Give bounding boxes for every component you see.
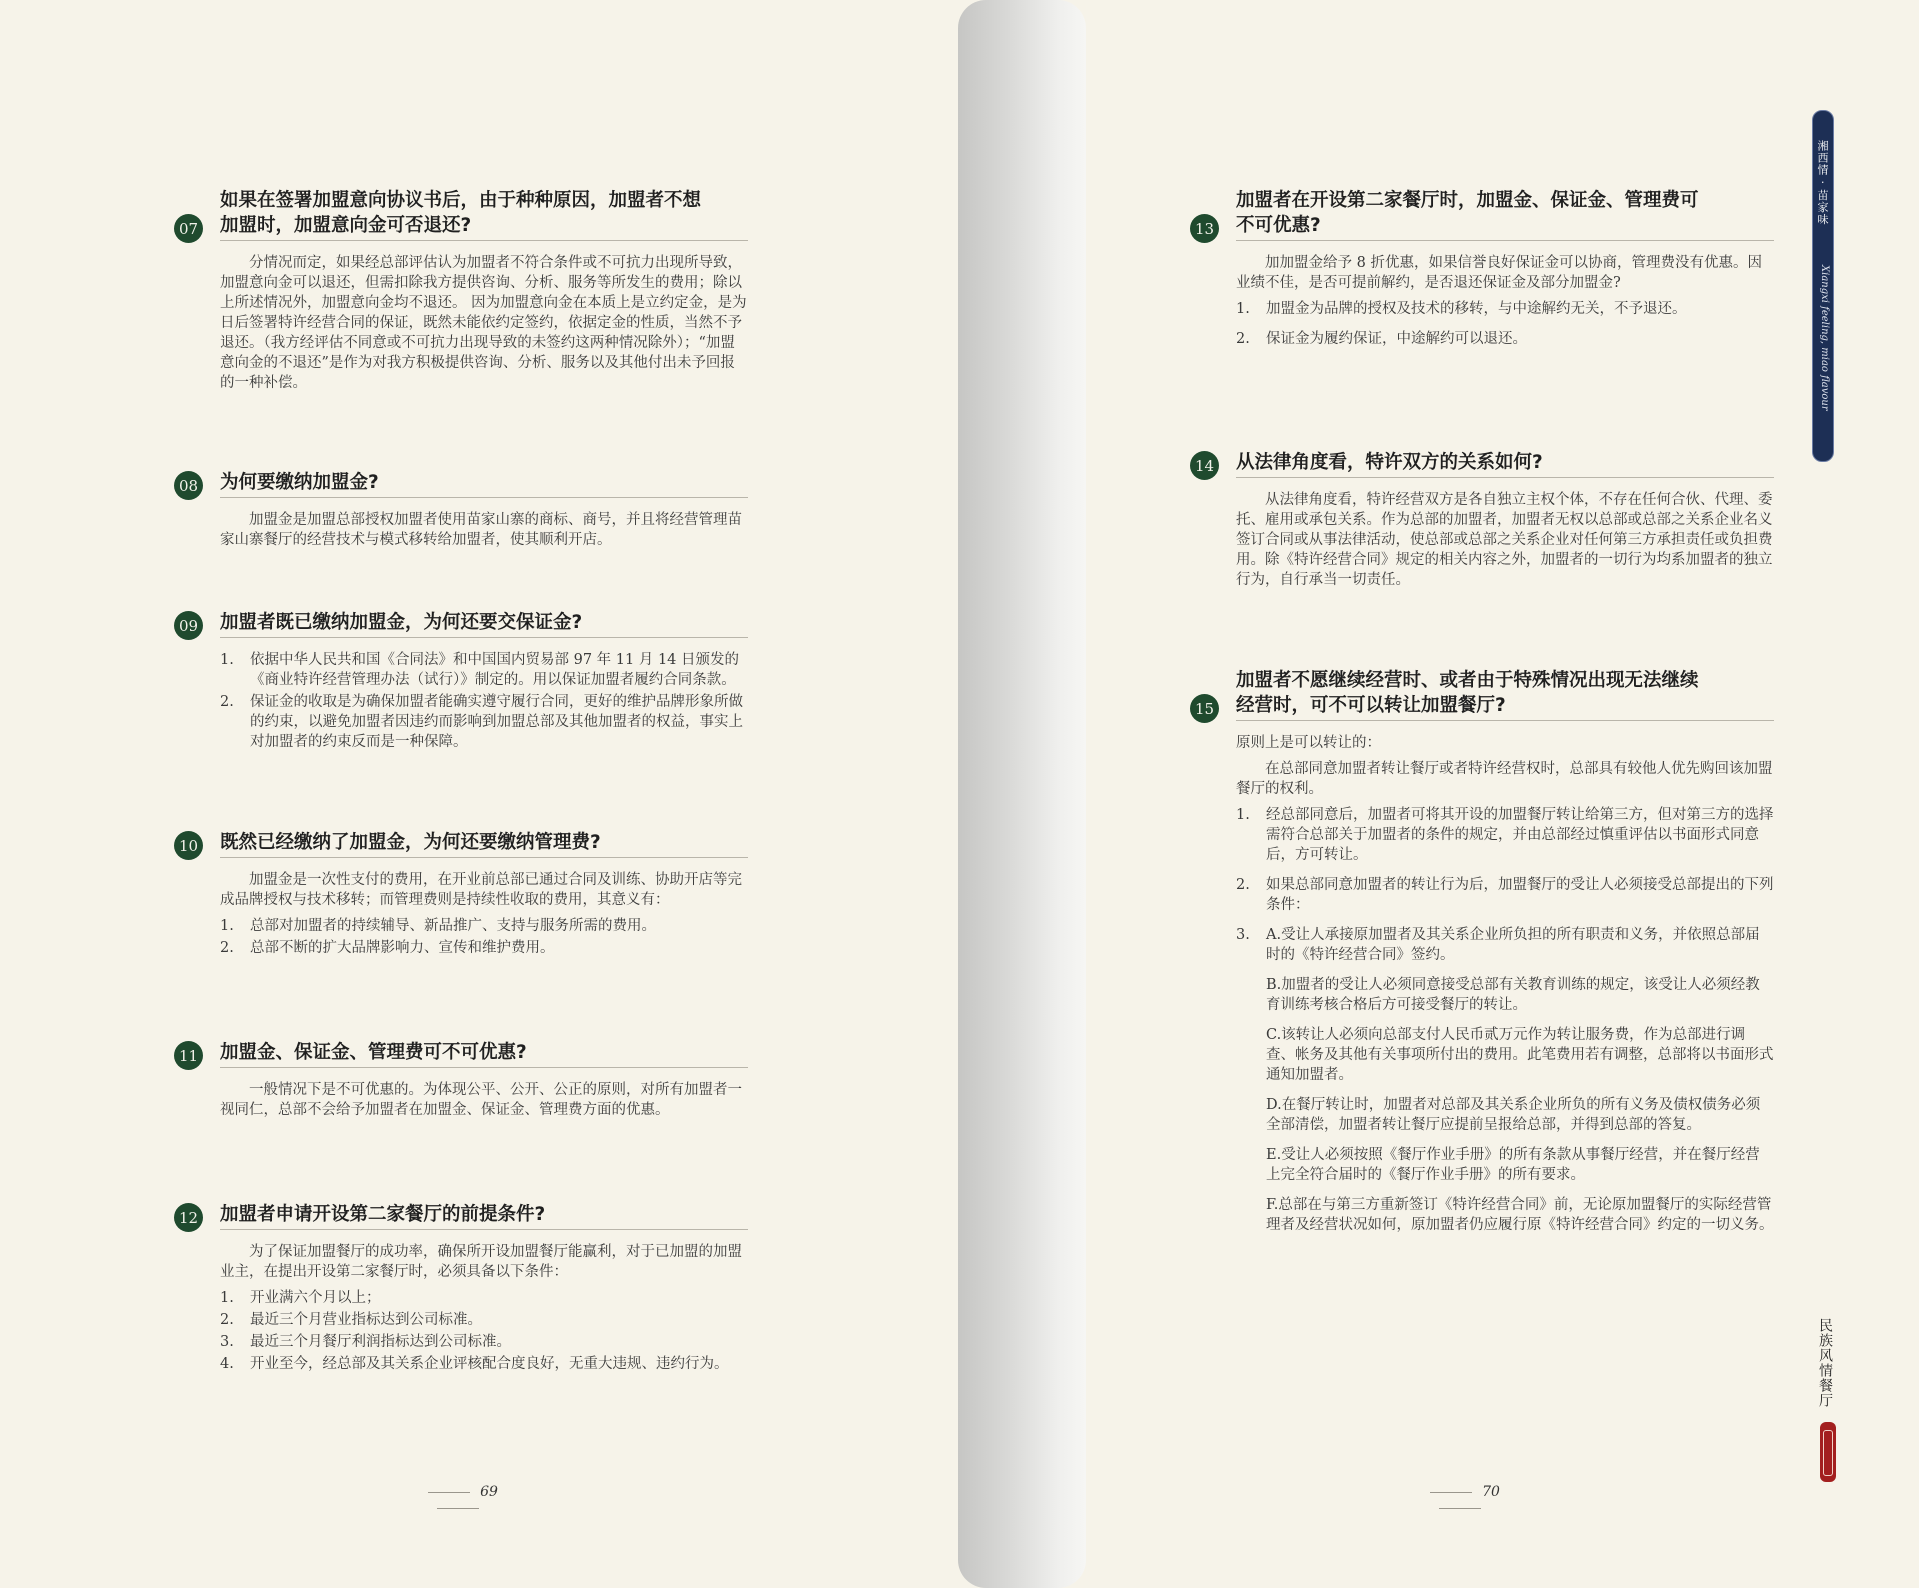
sub-condition: F.总部在与第三方重新签订《特许经营合同》前，无论原加盟餐厅的实际经营管理者及经营状况如何，原加盟者仍应履行原《特许经营合同》约定的一切义务。 (1266, 1197, 1774, 1233)
answer-list (1236, 805, 1774, 965)
question-header (1190, 188, 1774, 241)
right-page (1080, 0, 1919, 1588)
answer-paragraph: 从法律角度看，特许经营双方是各自独立主权个体，不存在任何合伙、代理、委托、雇用或承包关系。作为总部的加盟者，加盟者无权以总部或总部之关系企业名义签订合同或从事法律活动，使总部或总部之关系企业对任何第三方承担责任或负担费用。除《特许经营合同》规定的相关内容之外，加盟者的一切行为均系加盟者的独立行为，自行承当一切责任。 (1236, 492, 1773, 588)
qa-12 (174, 1202, 748, 1376)
question-number: 13 (1190, 214, 1219, 243)
answer-body (174, 870, 748, 958)
list-item: 2. 总部不断的扩大品牌影响力、宣传和维护费用。 (220, 940, 555, 956)
list-item: 2. 保证金为履约保证，中途解约可以退还。 (1236, 331, 1527, 347)
list-item: 4. 开业至今，经总部及其关系企业评核配合度良好，无重大违规、违约行为。 (220, 1356, 729, 1372)
question-number: 15 (1190, 694, 1219, 723)
question-title: 既然已经缴纳了加盟金，为何还要缴纳管理费? (220, 830, 748, 858)
list-item: 1. 经总部同意后，加盟者可将其开设的加盟餐厅转让给第三方，但对第三方的选择需符合总部关于加盟者的条件的规定，并由总部经过慎重评估以书面形式同意后，方可转让。 (1236, 807, 1774, 863)
question-title: 加盟者不愿继续经营时、或者由于特殊情况出现无法继续 经营时，可不可以转让加盟餐厅? (1236, 668, 1774, 721)
question-header (174, 830, 748, 858)
list-item: 2. 如果总部同意加盟者的转让行为后，加盟餐厅的受让人必须接受总部提出的下列条件： (1236, 877, 1774, 913)
answer-paragraph: 在总部同意加盟者转让餐厅或者特许经营权时，总部具有较他人优先购回该加盟餐厅的权利。 (1236, 761, 1773, 797)
question-number: 11 (174, 1041, 203, 1070)
list-item: 1. 总部对加盟者的持续辅导、新品推广、支持与服务所需的费用。 (220, 918, 656, 934)
side-tab-title: 湘西情 · 苗家味 (1816, 140, 1829, 226)
question-header (174, 610, 748, 638)
side-tab-english: Xiangxi feeling, miao flavour (1819, 265, 1830, 411)
answer-body (174, 253, 748, 393)
answer-body (174, 650, 748, 752)
list-item: 1. 依据中华人民共和国《合同法》和中国国内贸易部 97 年 11 月 14 日颁发的《商业特许经营管理办法（试行）》制定的。用以保证加盟者履约合同条款。 (220, 652, 740, 688)
question-number: 10 (174, 831, 203, 860)
answer-body (1190, 490, 1774, 590)
qa-15 (1190, 668, 1774, 1245)
answer-paragraph: 为了保证加盟餐厅的成功率，确保所开设加盟餐厅能赢利，对于已加盟的加盟业主，在提出开设第二家餐厅时，必须具备以下条件： (220, 1244, 742, 1280)
qa-13 (1190, 188, 1774, 359)
question-number: 12 (174, 1203, 203, 1232)
question-number: 09 (174, 611, 203, 640)
answer-list (220, 650, 748, 752)
answer-paragraph: 加盟金是一次性支付的费用，在开业前总部已通过合同及训练、协助开店等完成品牌授权与技术移转；而管理费则是持续性收取的费用，其意义有： (220, 872, 742, 908)
answer-lead: 原则上是可以转让的： (1236, 735, 1381, 751)
sub-condition: D.在餐厅转让时，加盟者对总部及其关系企业所负的所有义务及债权债务必须全部清偿，加盟者转让餐厅应提前呈报给总部，并得到总部的答复。 (1266, 1097, 1761, 1133)
list-item: 1. 加盟金为品牌的授权及技术的移转，与中途解约无关，不予退还。 (1236, 301, 1687, 317)
question-number: 08 (174, 471, 203, 500)
question-number: 07 (174, 214, 203, 243)
question-title: 加盟者在开设第二家餐厅时，加盟金、保证金、管理费可 不可优惠? (1236, 188, 1774, 241)
question-title: 加盟者既已缴纳加盟金，为何还要交保证金? (220, 610, 748, 638)
answer-body (1190, 733, 1774, 1235)
answer-body (174, 1080, 748, 1120)
list-item: 3. A.受让人承接原加盟者及其关系企业所负担的所有职责和义务，并依照总部届时的《特许经营合同》签约。 (1236, 927, 1760, 963)
question-header (1190, 668, 1774, 721)
answer-body (174, 1242, 748, 1374)
question-title: 为何要缴纳加盟金? (220, 470, 748, 498)
answer-body (1190, 253, 1774, 349)
sub-condition: C.该转让人必须向总部支付人民币贰万元作为转让服务费，作为总部进行调查、帐务及其他有关事项所付出的费用。此笔费用若有调整，总部将以书面形式通知加盟者。 (1266, 1027, 1774, 1083)
qa-10 (174, 830, 748, 960)
qa-08 (174, 470, 748, 556)
question-header (174, 1040, 748, 1068)
page-number: 69 (398, 1484, 518, 1516)
qa-07 (174, 188, 748, 399)
list-item: 2. 保证金的收取是为确保加盟者能确实遵守履行合同，更好的维护品牌形象所做的约束，以避免加盟者因违约而影响到加盟总部及其他加盟者的权益，事实上对加盟者的约束反而是一种保障。 (220, 694, 743, 750)
answer-paragraph: 加加盟金给予 8 折优惠，如果信誉良好保证金可以协商，管理费没有优惠。因业绩不佳，是否可提前解约，是否退还保证金及部分加盟金? (1236, 255, 1762, 291)
book-spine (958, 0, 1086, 1588)
answer-list (220, 1288, 748, 1374)
sub-condition: E.受让人必须按照《餐厅作业手册》的所有条款从事餐厅经营，并在餐厅经营上完全符合届时的《餐厅作业手册》的所有要求。 (1266, 1147, 1760, 1183)
side-label: 民族风情餐厅 (1817, 1318, 1833, 1408)
question-header (174, 470, 748, 498)
sub-condition: B.加盟者的受让人必须同意接受总部有关教育训练的规定，该受让人必须经教育训练考核合格后方可接受餐厅的转让。 (1266, 977, 1760, 1013)
question-header (174, 1202, 748, 1230)
question-header (174, 188, 748, 241)
question-title: 加盟者申请开设第二家餐厅的前提条件? (220, 1202, 748, 1230)
question-header (1190, 450, 1774, 478)
answer-paragraph: 加盟金是加盟总部授权加盟者使用苗家山寨的商标、商号，并且将经营管理苗家山寨餐厅的经营技术与模式移转给加盟者，使其顺利开店。 (220, 512, 742, 548)
answer-list (220, 916, 748, 958)
question-title: 从法律角度看，特许双方的关系如何? (1236, 450, 1774, 478)
question-number: 14 (1190, 451, 1219, 480)
list-item: 1. 开业满六个月以上； (220, 1290, 381, 1306)
qa-14 (1190, 450, 1774, 596)
list-item: 2. 最近三个月营业指标达到公司标准。 (220, 1312, 482, 1328)
qa-09 (174, 610, 748, 754)
page-number: 70 (1400, 1484, 1520, 1516)
seal-stamp-icon (1820, 1422, 1836, 1482)
list-item: 3. 最近三个月餐厅利润指标达到公司标准。 (220, 1334, 511, 1350)
answer-list (1236, 299, 1774, 349)
question-title: 如果在签署加盟意向协议书后，由于种种原因，加盟者不想 加盟时，加盟意向金可否退还? (220, 188, 748, 241)
answer-body (174, 510, 748, 550)
answer-paragraph: 一般情况下是不可优惠的。为体现公平、公开、公正的原则，对所有加盟者一视同仁，总部不会给予加盟者在加盟金、保证金、管理费方面的优惠。 (220, 1082, 742, 1118)
qa-11 (174, 1040, 748, 1126)
answer-paragraph: 分情况而定，如果经总部评估认为加盟者不符合条件或不可抗力出现所导致，加盟意向金可以退还，但需扣除我方提供咨询、分析、服务等所发生的费用；除以上所述情况外，加盟意向金均不退还。 因为加盟意向金在本质上是立约定金，是为日后签署特许经营合同的保证，既然未能依约定签约，依据定金的性质，当然不予退还。（我方经评估不同意或不可抗力出现导致的未签约这两种情况除外）；“加盟意向金的不退还”是作为对我方积极提供咨询、分析、服务以及其他付出未予回报的一种补偿。 (220, 255, 747, 391)
question-title: 加盟金、保证金、管理费可不可优惠? (220, 1040, 748, 1068)
